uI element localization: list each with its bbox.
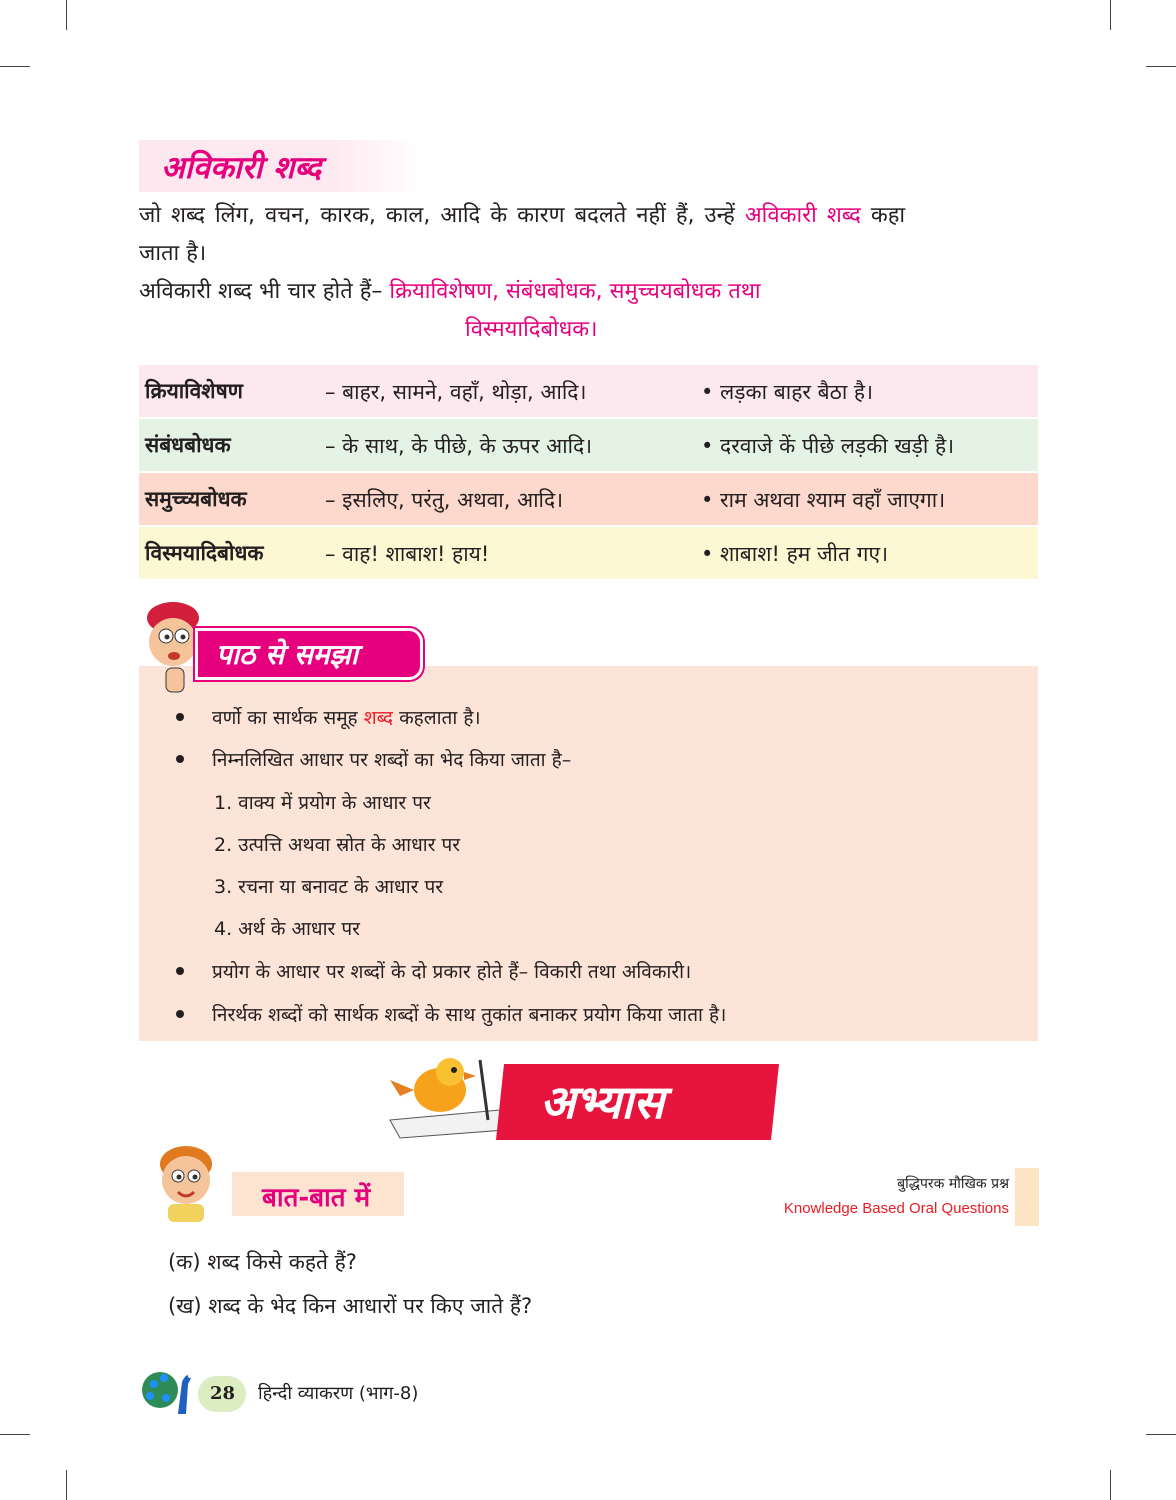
summary-subitem: 4. अर्थ के आधार पर xyxy=(214,918,360,940)
question-item: (ख) शब्द के भेद किन आधारों पर किए जाते हैं? xyxy=(168,1294,533,1318)
para2-highlight: क्रियाविशेषण, संबंधबोधक, समुच्चयबोधक तथा xyxy=(389,279,761,304)
row-term: विस्मयादिबोधक xyxy=(145,541,264,565)
row-term: समुच्च्यबोधक xyxy=(145,487,247,511)
crop-mark xyxy=(66,1470,67,1500)
table-row xyxy=(139,473,1038,525)
summary-item-2: निम्नलिखित आधार पर शब्दों का भेद किया जाता है– xyxy=(212,749,572,771)
row-examples: – इसलिए, परंतु, अथवा, आदि। xyxy=(325,488,564,512)
summary-subitem: 3. रचना या बनावट के आधार पर xyxy=(214,876,444,898)
row-examples: – वाह! शाबाश! हाय! xyxy=(325,542,490,566)
row-examples: – के साथ, के पीछे, के ऊपर आदि। xyxy=(325,434,593,458)
row-sentence: • राम अथवा श्याम वहाँ जाएगा। xyxy=(701,488,946,512)
para1-text: जो शब्द लिंग, वचन, कारक, काल, आदि के कारण बदलते नहीं हैं, उन्हें xyxy=(139,203,745,228)
table-row xyxy=(139,365,1038,417)
para2-text: अविकारी शब्द भी चार होते हैं– xyxy=(139,279,390,304)
bullet xyxy=(176,1010,184,1018)
crop-mark xyxy=(1146,66,1176,67)
bullet xyxy=(176,713,184,721)
section-heading xyxy=(139,140,419,192)
crop-mark xyxy=(1110,0,1111,30)
summary-item-1-text: वर्णो का सार्थक समूह xyxy=(212,707,364,729)
summary-subitem: 2. उत्पत्ति अथवा स्रोत के आधार पर xyxy=(214,834,461,856)
para1-tail: कहा xyxy=(860,203,906,228)
row-term: क्रियाविशेषण xyxy=(145,379,243,403)
cartoon-kid-illustration xyxy=(148,1140,228,1224)
oral-questions-english-caption: Knowledge Based Oral Questions xyxy=(783,1200,1009,1217)
page-number: 28 xyxy=(210,1383,236,1404)
oral-questions-label-text: बात-बात में xyxy=(262,1183,371,1213)
definition-paragraph xyxy=(139,197,1039,349)
bullet xyxy=(176,967,184,975)
section-heading-text: अविकारी शब्द xyxy=(161,150,322,186)
row-term: संबंधबोधक xyxy=(145,433,231,457)
crop-mark xyxy=(1146,1434,1176,1435)
summary-subitem: 1. वाक्य में प्रयोग के आधार पर xyxy=(214,792,431,814)
crop-mark xyxy=(66,0,67,30)
crop-mark xyxy=(0,66,30,67)
summary-item-1-highlight: शब्द xyxy=(363,707,394,729)
summary-badge-text: पाठ से समझा xyxy=(216,638,358,671)
row-sentence: • दरवाजे कें पीछे लड़की खड़ी है। xyxy=(701,434,955,458)
bullet xyxy=(176,755,184,763)
book-title: हिन्दी व्याकरण (भाग-8) xyxy=(258,1383,419,1404)
table-row xyxy=(139,419,1038,471)
oral-questions-label xyxy=(232,1172,404,1216)
exercise-banner-text: अभ्यास xyxy=(540,1075,665,1129)
table-row xyxy=(139,527,1038,579)
row-sentence: • शाबाश! हम जीत गए। xyxy=(701,542,889,566)
oral-questions-accent-bar xyxy=(1015,1168,1039,1226)
summary-item-3: प्रयोग के आधार पर शब्दों के दो प्रकार होते हैं– विकारी तथा अविकारी। xyxy=(212,961,692,983)
page-number-pill xyxy=(198,1376,246,1412)
exercise-banner xyxy=(496,1064,779,1140)
summary-item-1 xyxy=(212,704,481,730)
row-sentence: • लड़का बाहर बैठा है। xyxy=(701,380,874,404)
row-examples: – बाहर, सामने, वहाँ, थोड़ा, आदि। xyxy=(325,380,587,404)
crop-mark xyxy=(1110,1470,1111,1500)
para2-highlight-line2: विस्मयादिबोधक। xyxy=(465,317,598,342)
crop-mark xyxy=(0,1434,30,1435)
summary-item-4: निरर्थक शब्दों को सार्थक शब्दों के साथ तुकांत बनाकर प्रयोग किया जाता है। xyxy=(212,1004,727,1026)
summary-item-1-tail: कहलाता है। xyxy=(393,707,481,729)
oral-questions-hindi-caption: बुद्धिपरक मौखिक प्रश्न xyxy=(897,1176,1009,1192)
summary-badge xyxy=(195,628,423,680)
bird-reading-illustration xyxy=(380,1050,510,1140)
peacock-icon xyxy=(140,1364,202,1420)
para1-highlight: अविकारी शब्द xyxy=(744,203,861,228)
question-item: (क) शब्द किसे कहते हैं? xyxy=(168,1250,357,1274)
para1-line2: जाता है। xyxy=(139,241,207,266)
